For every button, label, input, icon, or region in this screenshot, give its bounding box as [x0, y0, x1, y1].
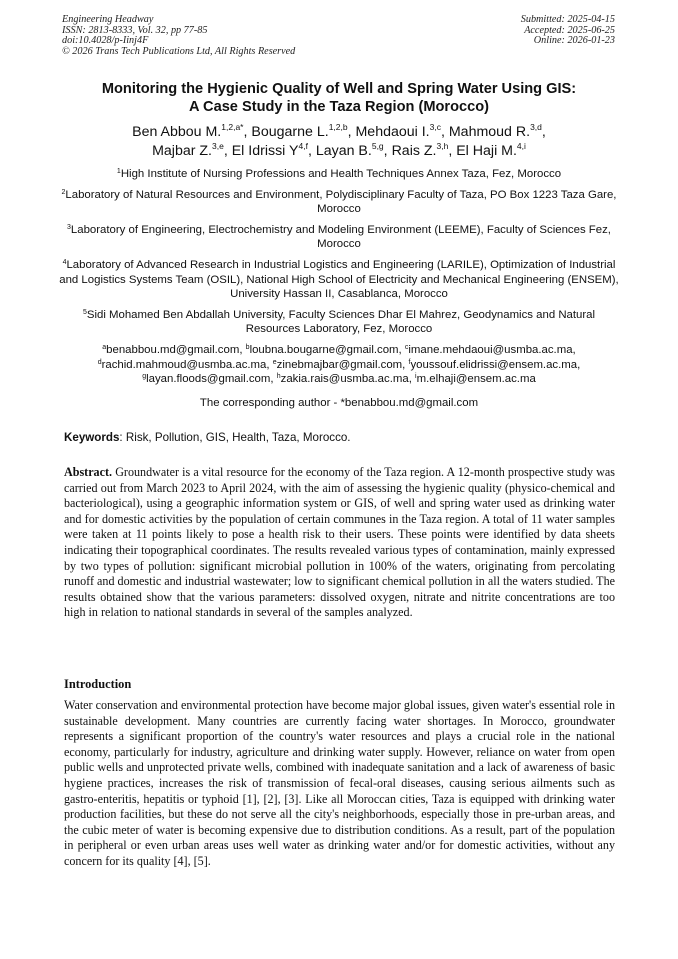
- author: El Haji M.$^{4,i}$: [456, 141, 526, 159]
- accepted-date: Accepted: 2025-06-25: [524, 24, 615, 36]
- affiliation: $^2$Laboratory of Natural Resources and Environment, Polydisciplinary Faculty of Taza, PO Box 1223 Taza Gare, Morocco: [61, 188, 617, 216]
- author: Bougarne L.$^{1,2,b}$: [251, 122, 348, 140]
- journal-name: Engineering Headway: [62, 14, 154, 25]
- author-email[interactable]: $^a$benabbou.md@gmail.com: [102, 343, 240, 356]
- author-list: Ben Abbou M.$^{1,2,a*}$, Bougarne L.$^{1,2,b}$, Mehdaoui I.$^{3,c}$, Mahmoud R.$^{3,d}$, Majbar Z.$^{3,e}$, El Idrissi Y$^{4,f}$, Layan B.$^{5,g}$, Rais Z.$^{3,h}$, El Haji M.$^{4,i}$: [132, 122, 546, 159]
- author-email[interactable]: $^b$loubna.bougarne@gmail.com: [245, 343, 399, 356]
- author-email[interactable]: $^c$imane.mehdaoui@usmba.ac.ma: [404, 343, 573, 356]
- abstract-text: Groundwater is a vital resource for the economy of the Taza region. A 12-month prospective study was carried out from March 2023 to April 2024, with the aim of assessing the hygienic quality (physico-chemical and bacteriological), using a geographic information system or GIS, of well and spring water used as drinking water and for domestic activities by the population of certain communes in the Taza region. A total of 11 water samples were taken at 11 points likely to pose a health risk to their users. These points were identified by data sheets indicating their topographical coordinates. The results revealed various types of contamination, mainly expressed by two types of pollution: significant microbial pollution in 100% of the waters, originating from percolating runoff and domestic and industrial wastewater; low to significant chemical pollution in all the waters studied. The results obtained show that the various parameters: dissolved oxygen, nitrate and nitrite concentrations are too high in relation to national standards in several of the samples analyzed.: [64, 465, 615, 620]
- affiliation: $^5$Sidi Mohamed Ben Abdallah University, Faculty Sciences Dhar El Mahrez, Geodynamics and Natural Resources Laboratory, Fez, Morocco: [82, 308, 596, 336]
- author-email[interactable]: $^d$rachid.mahmoud@usmba.ac.ma: [97, 358, 267, 371]
- author: Majbar Z.$^{3,e}$: [152, 141, 224, 159]
- email-list: $^a$benabbou.md@gmail.com, $^b$loubna.bougarne@gmail.com, $^c$imane.mehdaoui@usmba.ac.ma, $^d$rachid.mahmoud@usmba.ac.ma, $^e$zinebmajbar@gmail.com, $^f$youssouf.elidrissi@ensem.ac.ma, $^g$layan.floods@gmail.com, $^h$zakia.rais@usmba.ac.ma, $^i$m.elhaji@ensem.ac.ma: [97, 343, 581, 386]
- author: Layan B.$^{5,g}$: [315, 141, 384, 159]
- author-email[interactable]: $^e$zinebmajbar@gmail.com: [272, 358, 403, 371]
- author: Mehdaoui I.$^{3,c}$: [355, 122, 441, 140]
- author-email[interactable]: $^h$zakia.rais@usmba.ac.ma: [276, 373, 409, 386]
- doi: doi:10.4028/p-Iinj4F: [62, 35, 149, 47]
- keywords-text: : Risk, Pollution, GIS, Health, Taza, Morocco.: [119, 431, 351, 444]
- abstract-label: Abstract.: [64, 465, 113, 479]
- affiliation: $^4$Laboratory of Advanced Research in Industrial Logistics and Engineering (LARILE), Optimization of Industrial and Logistics Systems Team (OSIL), National High School of Electricity and Mechanical Engineering (ENSEM), University Hassan II, Casablanca, Morocco: [59, 258, 619, 301]
- author-email[interactable]: $^f$youssouf.elidrissi@ensem.ac.ma: [408, 358, 578, 371]
- affiliation: $^1$High Institute of Nursing Professions and Health Techniques Annex Taza, Fez, Morocco: [116, 168, 562, 180]
- section-heading-introduction: Introduction: [64, 677, 132, 691]
- author: Mahmoud R.$^{3,d}$: [448, 122, 542, 140]
- affiliation: $^3$Laboratory of Engineering, Electrochemistry and Modeling Environment (LEEME), Faculty of Sciences Fez, Morocco: [67, 223, 611, 251]
- issn-volume: ISSN: 2813-8333, Vol. 32, pp 77-85: [62, 24, 208, 36]
- copyright: © 2026 Trans Tech Publications Ltd, All Rights Reserved: [62, 45, 296, 57]
- keywords-label: Keywords: [64, 431, 120, 444]
- keywords: [64, 431, 616, 445]
- author-email[interactable]: $^g$layan.floods@gmail.com: [142, 373, 271, 386]
- introduction-paragraph: Water conservation and environmental protection have become major global issues, given water's essential role in sustainable development. Many countries are currently facing water shortages. In Morocco, groundwater represents a significant proportion of the country's water resources and plays a crucial role in the national economy, particularly for industry, agriculture and drinking water supply. However, reliance on water from open public wells and unprotected private wells, combined with inadequate sanitation and a lack of awareness of basic hygiene practices, increases the risk of transmission of fecal-oral diseases, causing serious ailments such as gastro-enteritis, hepatitis or typhoid [1], [2], [3]. Like all Moroccan cities, Taza is equipped with drinking water production facilities, but these do not serve all the city's neighborhoods, especially those in pre-urban areas, and the cubic meter of water is becoming expensive due to distribution conditions. As a result, part of the population in peripheral or even urban areas uses well water as drinking water and/or for domestic activities, without any concern for its quality [4], [5].: [64, 698, 615, 868]
- online-date: Online: 2026-01-23: [533, 35, 615, 47]
- paper-title: [40, 80, 638, 116]
- author-email[interactable]: $^i$m.elhaji@ensem.ac.ma: [415, 373, 536, 386]
- title-line-1: Monitoring the Hygienic Quality of Well and Spring Water Using GIS:: [101, 81, 577, 97]
- title-line-2: A Case Study in the Taza Region (Morocco): [188, 99, 489, 115]
- author: El Idrissi Y$^{4,f}$: [231, 141, 308, 159]
- corresponding-author: The corresponding author - *benabbou.md@gmail.com: [199, 396, 479, 409]
- journal-header-right: [521, 15, 615, 47]
- author: Ben Abbou M.$^{1,2,a*}$: [132, 122, 244, 140]
- journal-header-left: [62, 15, 295, 57]
- affiliations-block: [58, 167, 620, 410]
- submitted-date: Submitted: 2025-04-15: [520, 14, 615, 25]
- abstract: [64, 465, 615, 621]
- author: Rais Z.$^{3,h}$: [391, 141, 449, 159]
